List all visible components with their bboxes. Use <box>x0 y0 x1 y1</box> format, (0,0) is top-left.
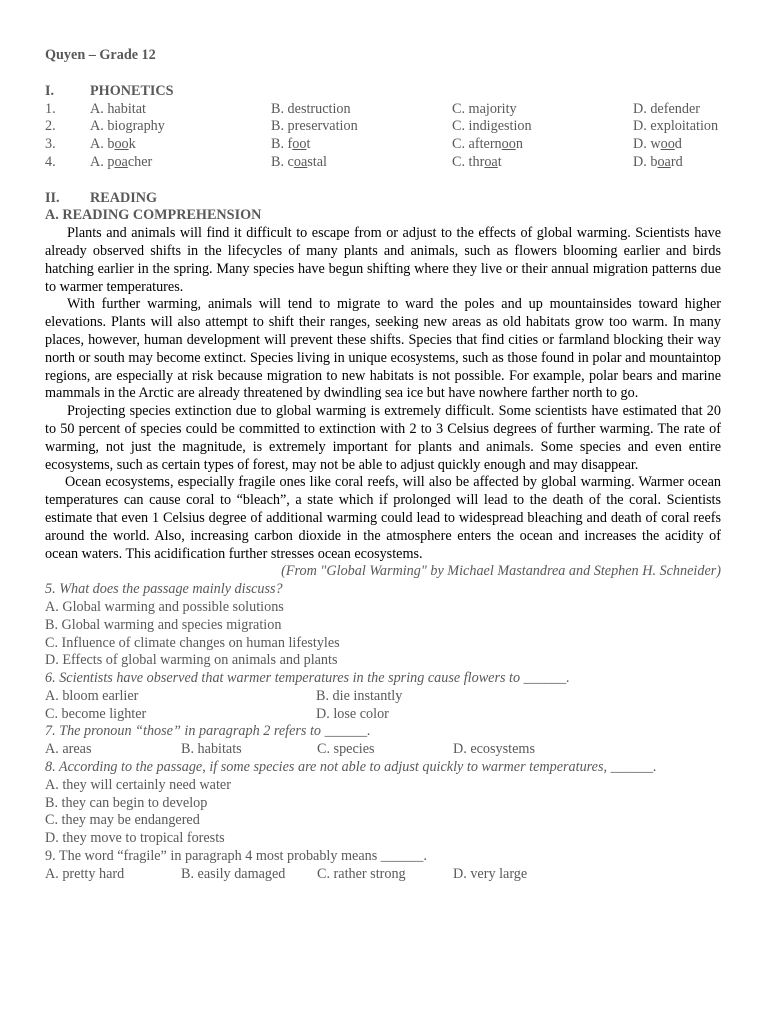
q6-options-row-1 <box>45 688 721 706</box>
question-number: 3. <box>45 136 56 153</box>
question-9: 9. The word “fragile” in paragraph 4 most probably means ______. <box>45 848 427 865</box>
option-c: C. throat <box>452 153 502 170</box>
q9-option-a: A. pretty hard <box>45 865 125 882</box>
underlined-sound: oa <box>657 153 671 170</box>
underlined-sound: oo <box>660 136 675 153</box>
option-b: B. destruction <box>271 100 351 117</box>
question-number: 2. <box>45 118 56 135</box>
option-d: D. wood <box>633 136 682 153</box>
q7-option-c: C. species <box>317 741 375 758</box>
reading-paragraph-3: Projecting species extinction due to global warming is extremely difficult. Some scientists have estimated that 20 to 50 percent of species could be committed to extinction with 2 to 3 Celsius degrees of further warming. The rate of warming, not just the magnitude, is extremely important for plants and animals. Some species and even entire ecosystems, such as certain types of forest, may not be able to adjust quickly enough and may disappear. <box>45 403 721 473</box>
q6-option-d: D. lose color <box>316 705 389 722</box>
q7-option-b: B. habitats <box>181 741 242 758</box>
option-b: B. foot <box>271 136 311 153</box>
q8-option-a: A. they will certainly need water <box>45 776 231 793</box>
reading-paragraph-4: Ocean ecosystems, especially fragile ones like coral reefs, will also be affected by global warming. Warmer ocean temperatures can cause coral to “bleach”, a state which if prolonged will lead to the death of the coral. Scientists estimate that even 1 Celsius degree of additional warming could lead to widespread bleaching and death of coral reefs around the world. Also, increasing carbon dioxide in the atmosphere enters the ocean and increases the acidity of ocean waters. This acidification further stresses ocean ecosystems. <box>45 474 721 562</box>
underlined-sound: oo <box>501 136 516 153</box>
phonetics-row-2 <box>45 118 721 136</box>
q8-option-b: B. they can begin to develop <box>45 794 208 811</box>
section-number: II. <box>45 189 60 206</box>
q6-option-c: C. become lighter <box>45 705 147 722</box>
q6-options-row-2 <box>45 706 721 724</box>
option-a: A. poacher <box>90 153 153 170</box>
q6-option-a: A. bloom earlier <box>45 687 139 704</box>
option-a: A. book <box>90 136 136 153</box>
section-number: I. <box>45 82 55 99</box>
worksheet-page <box>45 47 721 884</box>
q9-option-d: D. very large <box>453 865 528 882</box>
underlined-sound: oo <box>292 136 307 153</box>
q5-option-d: D. Effects of global warming on animals and plants <box>45 652 338 669</box>
q5-option-c: C. Influence of climate changes on human lifestyles <box>45 634 340 651</box>
underlined-sound: oa <box>484 153 498 170</box>
option-a: A. biography <box>90 118 165 135</box>
section-title: READING <box>90 189 158 206</box>
section-phonetics-heading <box>45 83 721 101</box>
q9-option-b: B. easily damaged <box>181 865 286 882</box>
underlined-sound: oa <box>114 153 128 170</box>
question-7: 7. The pronoun “those” in paragraph 2 refers to ______. <box>45 723 371 740</box>
underlined-sound: oa <box>293 153 308 170</box>
q7-options-row <box>45 741 721 759</box>
reading-subtitle: A. READING COMPREHENSION <box>45 207 262 224</box>
q5-option-b: B. Global warming and species migration <box>45 616 282 633</box>
q8-option-d: D. they move to tropical forests <box>45 830 225 847</box>
option-a: A. habitat <box>90 100 146 117</box>
q6-option-b: B. die instantly <box>316 687 403 704</box>
question-number: 4. <box>45 153 56 170</box>
question-number: 1. <box>45 100 56 117</box>
option-d: D. board <box>633 153 683 170</box>
option-d: D. exploitation <box>633 118 719 135</box>
option-b: B. preservation <box>271 118 358 135</box>
phonetics-row-1 <box>45 101 721 119</box>
q7-option-d: D. ecosystems <box>453 741 535 758</box>
q9-option-c: C. rather strong <box>317 865 406 882</box>
phonetics-row-4 <box>45 154 721 172</box>
option-b: B. coastal <box>271 153 327 170</box>
document-title: Quyen – Grade 12 <box>45 47 156 63</box>
option-c: C. afternoon <box>452 136 523 153</box>
question-8: 8. According to the passage, if some species are not able to adjust quickly to warmer temperatures, ______. <box>45 759 657 776</box>
q7-option-a: A. areas <box>45 741 92 758</box>
reading-paragraph-2: With further warming, animals will tend to migrate to ward the poles and up mountainsides toward higher elevations. Plants will also attempt to shift their ranges, seeking new areas as old habitats grow too warm. In many places, however, human development will prevent these shifts. Species that find cities or farmland blocking their way north or south may become extinct. Species living in unique ecosystems, such as those found in polar and mountaintop regions, are especially at risk because migration to new habitats is not possible. For example, polar bears and marine mammals in the Arctic are already threatened by dwindling sea ice but have nowhere farther north to go. <box>45 296 721 402</box>
section-reading-heading <box>45 190 721 208</box>
passage-source: (From "Global Warming" by Michael Mastandrea and Stephen H. Schneider) <box>281 563 721 580</box>
phonetics-row-3 <box>45 136 721 154</box>
reading-paragraph-1: Plants and animals will find it difficult to escape from or adjust to the effects of global warming. Scientists have already observed shifts in the lifecycles of many plants and animals, such as flowers blooming earlier and birds hatching earlier in the spring. Many species have begun shifting where they live or their annual migration patterns due to warmer temperatures. <box>45 225 721 295</box>
option-c: C. majority <box>452 100 517 117</box>
question-6: 6. Scientists have observed that warmer temperatures in the spring cause flowers to ______. <box>45 670 570 687</box>
option-d: D. defender <box>633 100 700 117</box>
q9-options-row <box>45 866 721 884</box>
q8-option-c: C. they may be endangered <box>45 812 200 829</box>
section-title: PHONETICS <box>90 82 174 99</box>
underlined-sound: oo <box>114 136 129 153</box>
option-c: C. indigestion <box>452 118 532 135</box>
question-5: 5. What does the passage mainly discuss? <box>45 581 283 598</box>
q5-option-a: A. Global warming and possible solutions <box>45 598 284 615</box>
